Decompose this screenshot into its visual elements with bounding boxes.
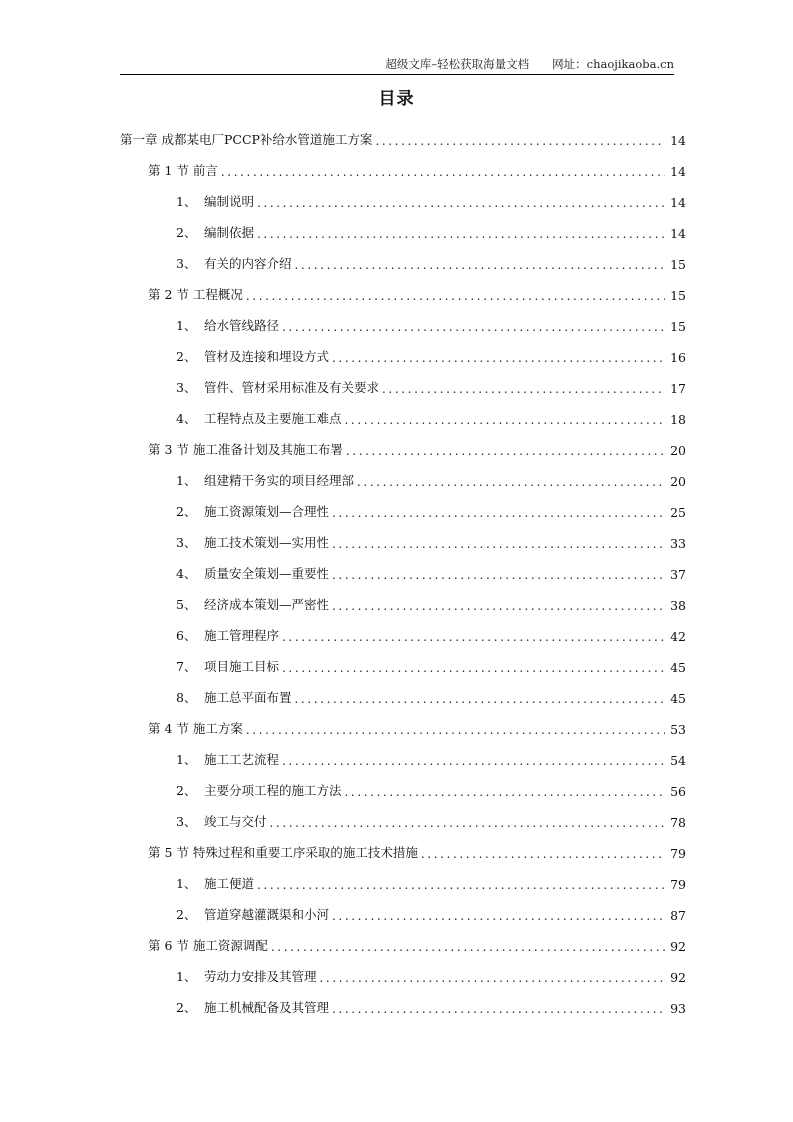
toc-entry[interactable] xyxy=(120,985,686,1016)
toc-entry-page: 92 xyxy=(670,939,686,954)
toc-entry-label: 工程概况 xyxy=(192,287,243,302)
toc-entry-number: 2、 xyxy=(176,349,197,364)
toc-entry-label: 经济成本策划—严密性 xyxy=(204,597,330,612)
toc-entry-number: 5、 xyxy=(176,597,197,612)
toc-entry-label: 工程特点及主要施工难点 xyxy=(204,411,342,426)
toc-entry-page: 33 xyxy=(670,536,686,551)
toc-leader xyxy=(320,971,665,985)
toc-entry-label: 主要分项工程的施工方法 xyxy=(204,783,342,798)
toc-entry-page: 92 xyxy=(670,970,686,985)
toc-entry-page: 14 xyxy=(670,164,686,179)
toc-leader xyxy=(375,134,665,148)
toc-leader xyxy=(346,444,665,458)
toc-entry-page: 53 xyxy=(670,722,686,737)
toc-entry-number: 6、 xyxy=(176,628,197,643)
toc-entry-page: 15 xyxy=(670,288,686,303)
toc-entry[interactable] xyxy=(120,861,686,892)
toc-entry-page: 79 xyxy=(670,877,686,892)
toc-entry-page: 16 xyxy=(670,350,686,365)
toc-entry-number: 1、 xyxy=(176,473,197,488)
toc-leader xyxy=(332,351,665,365)
toc-entry-label: 竣工与交付 xyxy=(204,814,267,829)
toc-leader xyxy=(257,227,665,241)
toc-entry-number: 1、 xyxy=(176,194,197,209)
toc-entry[interactable] xyxy=(120,489,686,520)
toc-entry-label: 施工资源调配 xyxy=(192,938,268,953)
toc-entry[interactable] xyxy=(120,892,686,923)
toc-entry-number: 第 3 节 xyxy=(148,442,193,457)
toc-entry-number: 3、 xyxy=(176,380,197,395)
toc-entry-number: 2、 xyxy=(176,1000,197,1015)
toc-entry-page: 20 xyxy=(670,474,686,489)
toc-entry-page: 93 xyxy=(670,1001,686,1016)
toc-leader xyxy=(382,382,665,396)
toc-entry-number: 1、 xyxy=(176,318,197,333)
toc-entry[interactable] xyxy=(120,675,686,706)
toc-entry-page: 15 xyxy=(670,319,686,334)
toc-entry[interactable] xyxy=(120,303,686,334)
toc-entry-page: 14 xyxy=(670,195,686,210)
toc-entry[interactable] xyxy=(120,148,686,179)
toc-entry-page: 37 xyxy=(670,567,686,582)
toc-leader xyxy=(332,599,665,613)
toc-entry[interactable] xyxy=(120,210,686,241)
toc-entry[interactable] xyxy=(120,427,686,458)
toc-entry-page: 45 xyxy=(670,660,686,675)
header-rule xyxy=(120,74,674,75)
toc-entry-number: 第 6 节 xyxy=(148,938,193,953)
toc-entry-number: 2、 xyxy=(176,225,197,240)
toc-entry-page: 17 xyxy=(670,381,686,396)
toc-entry-number: 2、 xyxy=(176,504,197,519)
toc-entry-number: 3、 xyxy=(176,535,197,550)
toc-entry-page: 14 xyxy=(670,226,686,241)
toc-leader xyxy=(332,506,665,520)
toc-entry-page: 79 xyxy=(670,846,686,861)
toc-entry-number: 2、 xyxy=(176,907,197,922)
toc-leader xyxy=(345,785,665,799)
toc-entry-page: 56 xyxy=(670,784,686,799)
toc-leader xyxy=(345,413,665,427)
toc-leader xyxy=(332,1002,665,1016)
toc-entry-label: 管件、管材采用标准及有关要求 xyxy=(204,380,380,395)
toc-entry-number: 7、 xyxy=(176,659,197,674)
toc-entry-label: 施工工艺流程 xyxy=(204,752,280,767)
toc-leader xyxy=(270,816,665,830)
toc-entry-label: 施工方案 xyxy=(192,721,243,736)
toc-entry-number: 第 5 节 xyxy=(148,845,193,860)
toc-entry-label: 成都某电厂PCCP补给水管道施工方案 xyxy=(161,132,373,147)
toc-entry[interactable] xyxy=(120,737,686,768)
toc-entry[interactable] xyxy=(120,520,686,551)
toc-entry[interactable] xyxy=(120,768,686,799)
toc-leader xyxy=(282,754,665,768)
toc-entry-page: 38 xyxy=(670,598,686,613)
toc-leader xyxy=(421,847,665,861)
toc-entry[interactable] xyxy=(120,613,686,644)
toc-entry-number: 第 2 节 xyxy=(148,287,193,302)
table-of-contents xyxy=(120,117,686,1016)
toc-leader xyxy=(282,320,665,334)
toc-entry-label: 施工总平面布置 xyxy=(204,690,292,705)
toc-entry[interactable] xyxy=(120,396,686,427)
toc-leader xyxy=(332,537,665,551)
toc-title: 目录 xyxy=(378,89,415,109)
toc-entry-label: 施工准备计划及其施工布署 xyxy=(192,442,343,457)
toc-entry[interactable] xyxy=(120,799,686,830)
toc-entry-page: 45 xyxy=(670,691,686,706)
toc-entry[interactable] xyxy=(120,954,686,985)
toc-leader xyxy=(282,661,665,675)
toc-leader xyxy=(221,165,665,179)
toc-entry-page: 20 xyxy=(670,443,686,458)
toc-entry-number: 4、 xyxy=(176,566,197,581)
toc-entry[interactable] xyxy=(120,365,686,396)
toc-leader xyxy=(332,909,665,923)
toc-entry-label: 给水管线路径 xyxy=(204,318,280,333)
toc-entry-page: 18 xyxy=(670,412,686,427)
toc-entry-number: 1、 xyxy=(176,752,197,767)
toc-entry-number: 4、 xyxy=(176,411,197,426)
toc-entry-number: 3、 xyxy=(176,256,197,271)
toc-entry[interactable] xyxy=(120,117,686,148)
toc-entry-number: 1、 xyxy=(176,876,197,891)
toc-entry-number: 8、 xyxy=(176,690,197,705)
toc-leader xyxy=(357,475,665,489)
page-header: 超级文库–轻松获取海量文档 网址：chaojikaoba.cn xyxy=(385,57,674,71)
toc-entry-label: 编制说明 xyxy=(204,194,255,209)
toc-entry-label: 组建精干务实的项目经理部 xyxy=(204,473,355,488)
toc-entry[interactable] xyxy=(120,830,686,861)
toc-entry[interactable] xyxy=(120,706,686,737)
toc-entry-label: 施工便道 xyxy=(204,876,255,891)
toc-entry[interactable] xyxy=(120,272,686,303)
toc-entry-page: 54 xyxy=(670,753,686,768)
toc-entry-page: 15 xyxy=(670,257,686,272)
toc-entry[interactable] xyxy=(120,551,686,582)
toc-entry-label: 管材及连接和埋设方式 xyxy=(204,349,330,364)
toc-entry-label: 编制依据 xyxy=(204,225,255,240)
toc-entry-number: 第 4 节 xyxy=(148,721,193,736)
toc-leader xyxy=(271,940,665,954)
toc-entry-label: 项目施工目标 xyxy=(204,659,280,674)
toc-entry-label: 施工机械配备及其管理 xyxy=(204,1000,330,1015)
toc-entry[interactable] xyxy=(120,458,686,489)
toc-entry-page: 25 xyxy=(670,505,686,520)
toc-entry[interactable] xyxy=(120,241,686,272)
toc-entry[interactable] xyxy=(120,923,686,954)
toc-entry-label: 特殊过程和重要工序采取的施工技术措施 xyxy=(192,845,418,860)
toc-entry-number: 第一章 xyxy=(120,132,162,147)
toc-entry-label: 劳动力安排及其管理 xyxy=(204,969,317,984)
toc-entry-label: 质量安全策划—重要性 xyxy=(204,566,330,581)
toc-leader xyxy=(246,723,665,737)
toc-entry[interactable] xyxy=(120,582,686,613)
toc-entry-page: 42 xyxy=(670,629,686,644)
toc-entry-number: 3、 xyxy=(176,814,197,829)
toc-leader xyxy=(257,878,665,892)
toc-entry-number: 1、 xyxy=(176,969,197,984)
toc-entry[interactable] xyxy=(120,644,686,675)
toc-entry-label: 前言 xyxy=(192,163,218,178)
toc-entry-label: 施工技术策划—实用性 xyxy=(204,535,330,550)
toc-leader xyxy=(282,630,665,644)
toc-entry-label: 施工管理程序 xyxy=(204,628,280,643)
toc-leader xyxy=(295,692,665,706)
toc-leader xyxy=(246,289,665,303)
toc-entry-label: 有关的内容介绍 xyxy=(204,256,292,271)
toc-leader xyxy=(332,568,665,582)
toc-entry-label: 管道穿越灌溉渠和小河 xyxy=(204,907,330,922)
toc-entry-number: 2、 xyxy=(176,783,197,798)
toc-entry-page: 78 xyxy=(670,815,686,830)
toc-entry[interactable] xyxy=(120,179,686,210)
toc-entry[interactable] xyxy=(120,334,686,365)
toc-entry-label: 施工资源策划—合理性 xyxy=(204,504,330,519)
toc-entry-page: 14 xyxy=(670,133,686,148)
toc-leader xyxy=(295,258,665,272)
toc-entry-page: 87 xyxy=(670,908,686,923)
toc-leader xyxy=(257,196,665,210)
toc-entry-number: 第 1 节 xyxy=(148,163,193,178)
